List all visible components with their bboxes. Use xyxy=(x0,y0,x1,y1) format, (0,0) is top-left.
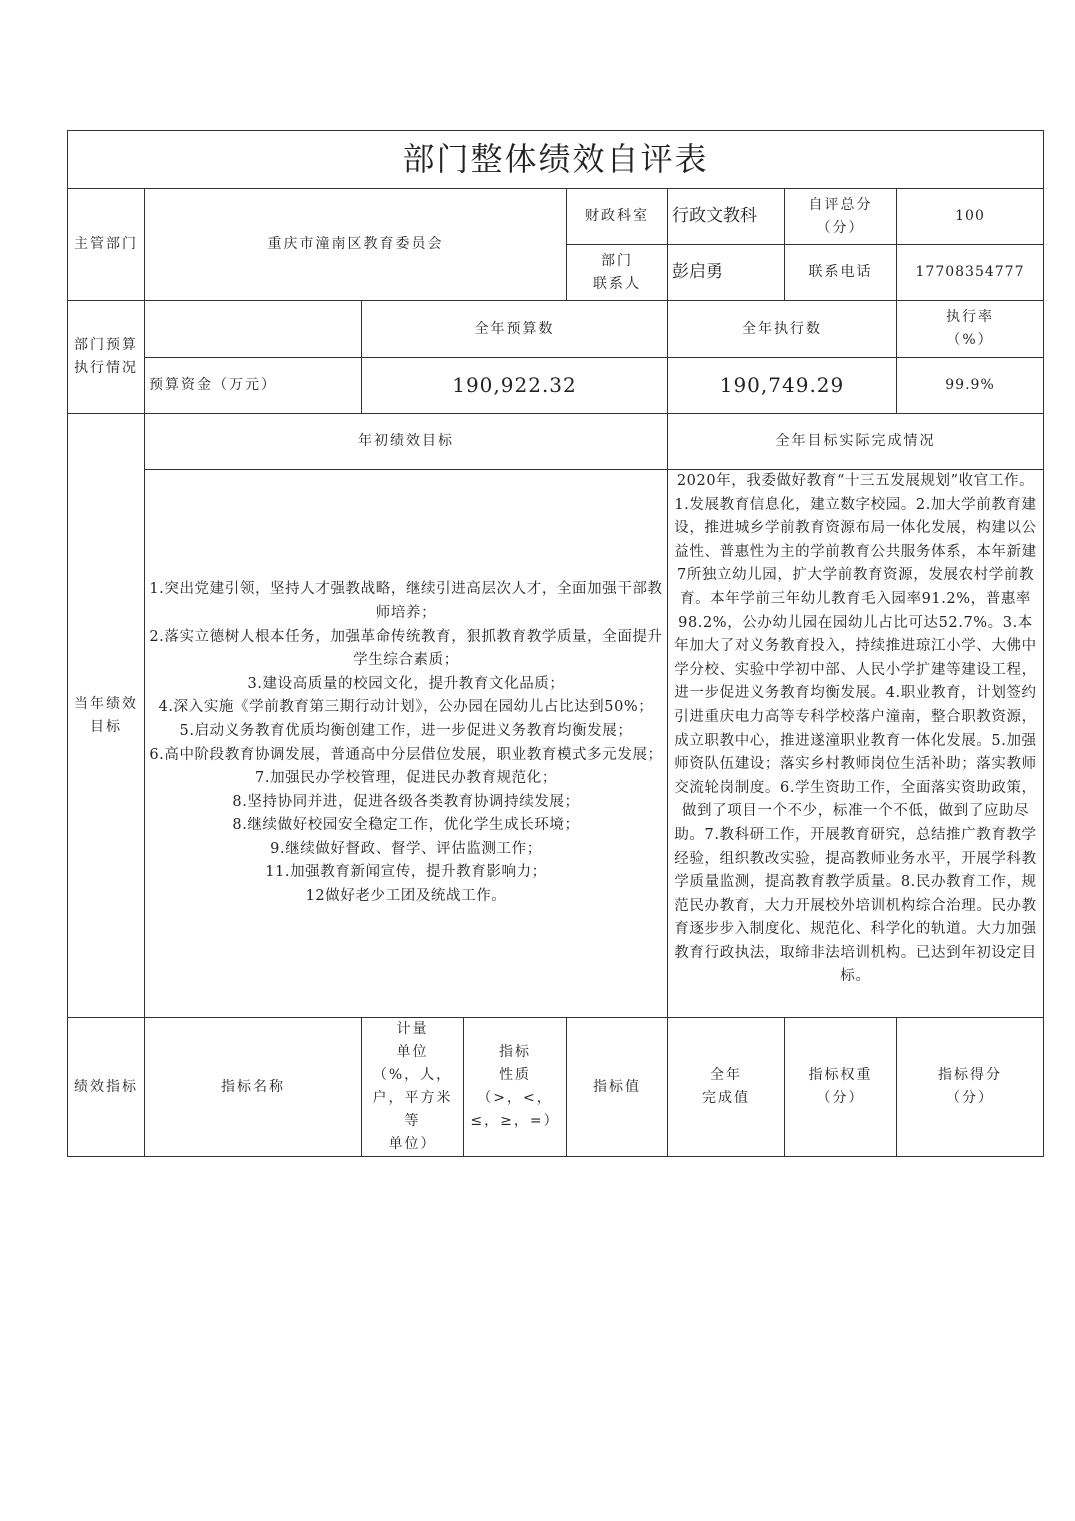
phone-label: 联系电话 xyxy=(785,245,897,301)
goals-section-label: 当年绩效 目标 xyxy=(68,414,145,1018)
dept-label: 主管部门 xyxy=(68,189,145,301)
contact-value: 彭启勇 xyxy=(668,245,785,301)
finance-label: 财政科室 xyxy=(567,189,668,245)
indicator-section-label: 绩效指标 xyxy=(68,1018,145,1157)
goal-list xyxy=(145,470,668,1018)
goal-item: 11.加强教育新闻宣传，提升教育影响力； xyxy=(265,864,547,881)
goal-item: 8.继续做好校园安全稳定工作，优化学生成长环境； xyxy=(232,817,580,834)
goal-item: 2.落实立德树人根本任务，加强革命传统教育，狠抓教育教学质量，全面提升学生综合素质； xyxy=(149,628,663,669)
exec-value: 190,749.29 xyxy=(668,358,897,414)
page-title: 部门整体绩效自评表 xyxy=(68,131,1044,189)
indicator-unit-header: 计量 单位 （%，人， 户，平方米等 单位） xyxy=(362,1018,464,1157)
budget-row-label: 预算资金（万元） xyxy=(145,358,362,414)
indicator-complete-header: 全年 完成值 xyxy=(668,1018,785,1157)
goal-item: 7.加强民办学校管理，促进民办教育规范化； xyxy=(255,770,557,787)
exec-col-header: 全年执行数 xyxy=(668,301,897,358)
evaluation-table xyxy=(67,130,1044,1157)
rate-value: 99.9% xyxy=(897,358,1044,414)
score-label: 自评总分 （分） xyxy=(785,189,897,245)
goal-item: 5.启动义务教育优质均衡创建工作，进一步促进义务教育均衡发展； xyxy=(179,722,633,739)
indicator-name-header: 指标名称 xyxy=(145,1018,362,1157)
rate-col-header: 执行率 （%） xyxy=(897,301,1044,358)
indicator-score-header: 指标得分 （分） xyxy=(897,1018,1044,1157)
goal-item: 12做好老少工团及统战工作。 xyxy=(305,888,507,905)
contact-label: 部门 联系人 xyxy=(567,245,668,301)
actual-completion-text: 2020年，我委做好教育“十三五发展规划”收官工作。1.发展教育信息化，建立数字校园。2.加大学前教育建设，推进城乡学前教育资源布局一体化发展，构建以公益性、普惠性为主的学前教育公共服务体系，本年新建7所独立幼儿园，扩大学前教育资源，发展农村学前教育。本年学前三年幼儿教育毛入园率91.2%，普惠率98.2%，公办幼儿园在园幼儿占比可达52.7%。3.本年加大了对义务教育投入，持续推进琼江小学、大佛中学分校、实验中学初中部、人民小学扩建等建设工程，进一步促进义务教育均衡发展。4.职业教育，计划签约引进重庆电力高等专科学校落户潼南，整合职教资源，成立职教中心，推进遂潼职业教育一体化发展。5.加强师资队伍建设；落实乡村教师岗位生活补助；落实教师交流轮岗制度。6.学生资助工作，全面落实资助政策，做到了项目一个不少，标准一个不低，做到了应助尽助。7.教科研工作，开展教育研究，总结推广教育教学经验，组织教改实验，提高教师业务水平，开展学科教学质量监测，提高教育教学质量。8.民办教育工作，规范民办教育，大力开展校外培训机构综合治理。民办教育逐步步入制度化、规范化、科学化的轨道。大力加强教育行政执法，取缔非法培训机构。已达到年初设定目标。 xyxy=(668,470,1044,1018)
budget-value: 190,922.32 xyxy=(362,358,668,414)
goal-item: 4.深入实施《学前教育第三期行动计划》，公办园在园幼儿占比达到50%； xyxy=(158,699,654,716)
goal-col-header: 年初绩效目标 xyxy=(145,414,668,470)
goal-item: 1.突出党建引领，坚持人才强教战略，继续引进高层次人才，全面加强干部教师培养； xyxy=(149,581,663,621)
finance-value: 行政文教科 xyxy=(668,189,785,245)
indicator-value-header: 指标值 xyxy=(567,1018,668,1157)
dept-value: 重庆市潼南区教育委员会 xyxy=(145,189,567,301)
indicator-weight-header: 指标权重 （分） xyxy=(785,1018,897,1157)
goal-item: 9.继续做好督政、督学、评估监测工作； xyxy=(270,840,542,857)
phone-value: 17708354777 xyxy=(897,245,1044,301)
goal-item: 3.建设高质量的校园文化，提升教育文化品质； xyxy=(247,675,565,692)
budget-blank-cell xyxy=(145,301,362,358)
score-value: 100 xyxy=(897,189,1044,245)
indicator-nature-header: 指标 性质 （>，<， ≤，≥，=） xyxy=(464,1018,567,1157)
goal-item: 8.坚持协同并进，促进各级各类教育协调持续发展； xyxy=(232,793,580,810)
goal-item: 6.高中阶段教育协调发展，普通高中分层借位发展，职业教育模式多元发展； xyxy=(149,746,663,763)
actual-col-header: 全年目标实际完成情况 xyxy=(668,414,1044,470)
budget-section-label: 部门预算 执行情况 xyxy=(68,301,145,414)
evaluation-sheet xyxy=(67,130,1044,1157)
budget-col-header: 全年预算数 xyxy=(362,301,668,358)
